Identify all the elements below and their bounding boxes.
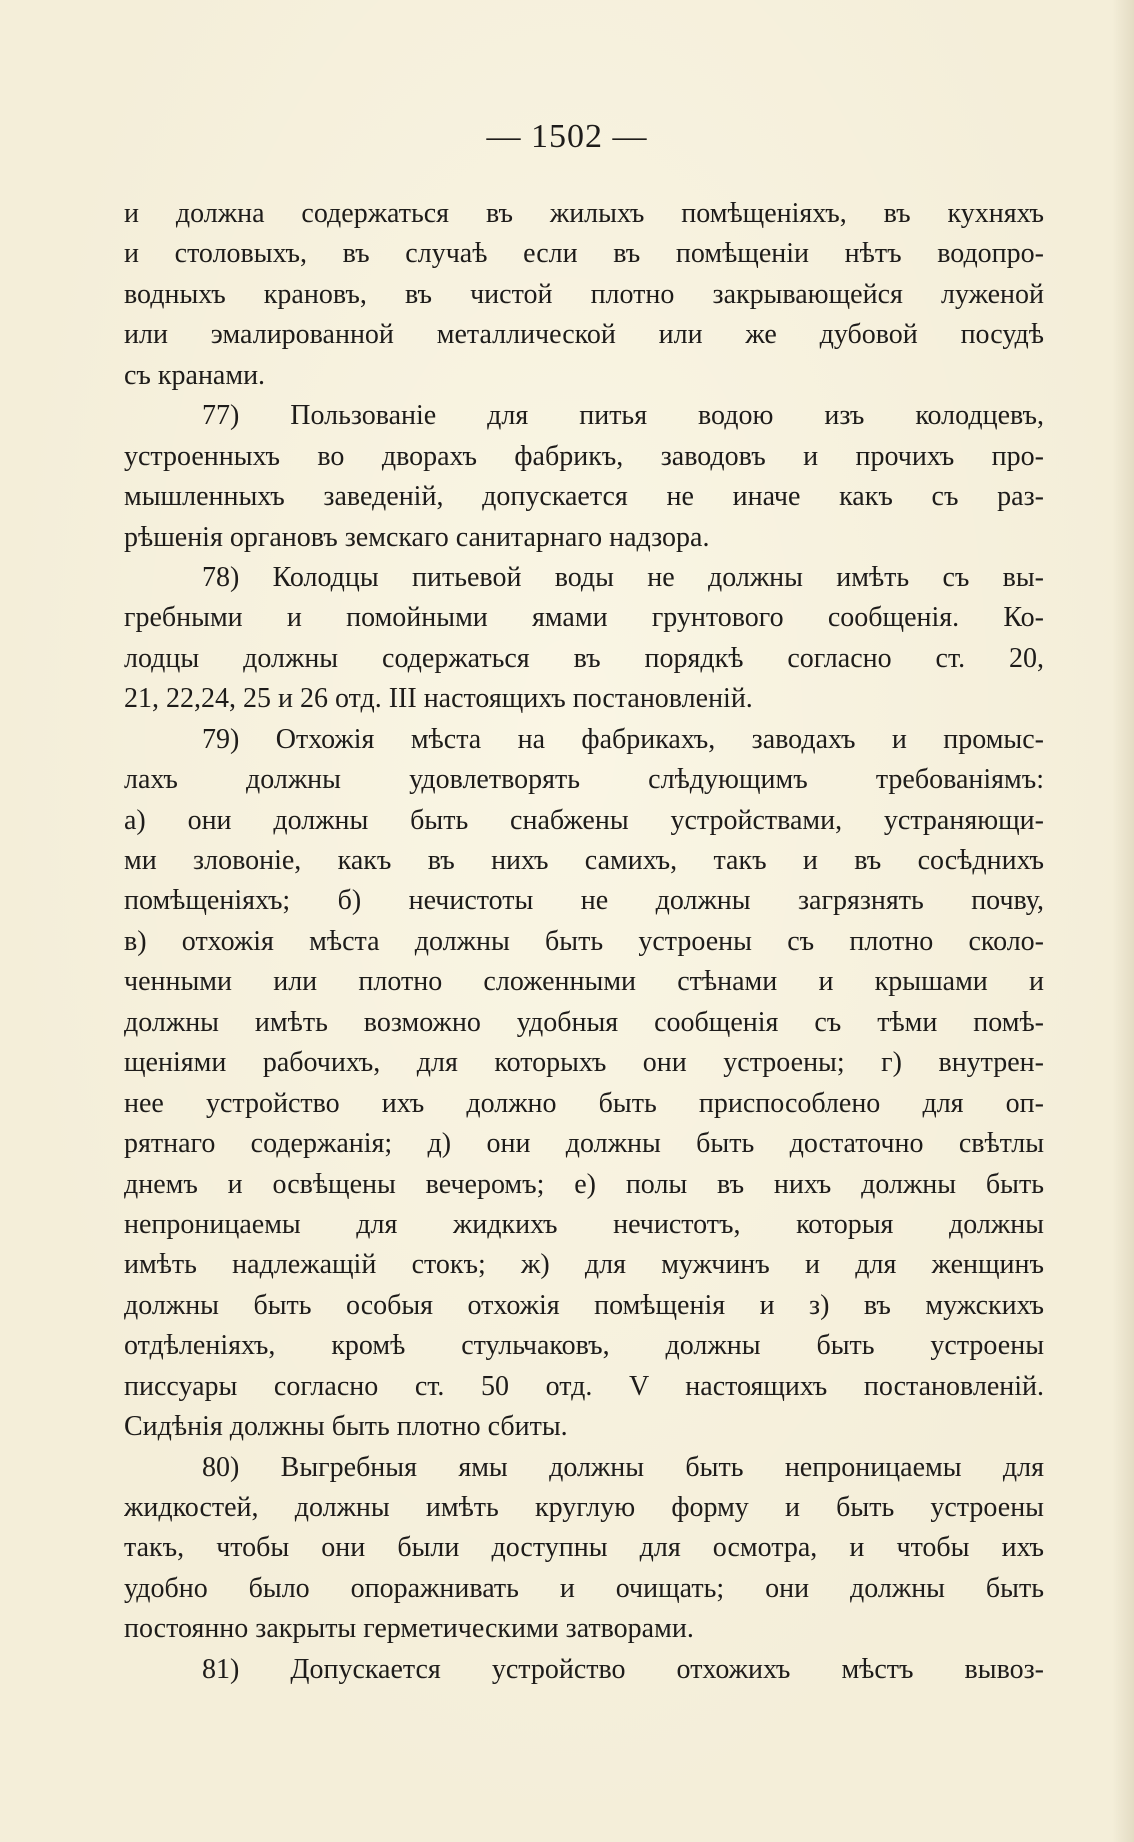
page-edge-shadow bbox=[1112, 0, 1134, 1842]
text-line: 80) Выгребныя ямы должны быть непроницаемы для bbox=[202, 1451, 1044, 1483]
text-line: помѣщеніяхъ; б) нечистоты не должны загрязнять почву, bbox=[124, 885, 1044, 917]
text-line: отдѣленіяхъ, кромѣ стульчаковъ, должны быть устроены bbox=[124, 1330, 1044, 1362]
text-line: водныхъ крановъ, въ чистой плотно закрывающейся луженой bbox=[124, 278, 1044, 310]
text-line: щеніями рабочихъ, для которыхъ они устроены; г) внутрен- bbox=[124, 1047, 1044, 1079]
text-line: и столовыхъ, въ случаѣ если въ помѣщеніи нѣтъ водопро- bbox=[124, 238, 1044, 270]
text-line: рятнаго содержанія; д) они должны быть достаточно свѣтлы bbox=[124, 1128, 1044, 1160]
text-line: удобно было опоражнивать и очищать; они должны быть bbox=[124, 1572, 1044, 1604]
text-line: в) отхожія мѣста должны быть устроены съ плотно сколо- bbox=[124, 925, 1044, 957]
text-line: нее устройство ихъ должно быть приспособлено для оп- bbox=[124, 1087, 1044, 1119]
text-line: рѣшенія органовъ земскаго санитарнаго надзора. bbox=[124, 521, 710, 553]
text-line: днемъ и освѣщены вечеромъ; е) полы въ нихъ должны быть bbox=[124, 1168, 1044, 1200]
text-line: 81) Допускается устройство отхожихъ мѣстъ вывоз- bbox=[202, 1653, 1044, 1685]
text-line: должны имѣть возможно удобныя сообщенія съ тѣми помѣ- bbox=[124, 1006, 1044, 1038]
body-text bbox=[124, 194, 1044, 1690]
text-line: ченными или плотно сложенными стѣнами и крышами и bbox=[124, 966, 1044, 998]
text-line: 78) Колодцы питьевой воды не должны имѣть съ вы- bbox=[202, 561, 1044, 593]
text-line: ми зловоніе, какъ въ нихъ самихъ, такъ и въ сосѣднихъ bbox=[124, 845, 1044, 876]
text-line: 79) Отхожія мѣста на фабрикахъ, заводахъ и промыс- bbox=[202, 723, 1044, 755]
text-line: имѣть надлежащій стокъ; ж) для мужчинъ и для женщинъ bbox=[124, 1249, 1044, 1281]
text-line: постоянно закрыты герметическими затворами. bbox=[124, 1613, 694, 1645]
text-line: лахъ должны удовлетворять слѣдующимъ требованіямъ: bbox=[124, 764, 1044, 796]
text-line: 77) Пользованіе для питья водою изъ колодцевъ, bbox=[202, 400, 1044, 432]
text-line: съ кранами. bbox=[124, 359, 266, 391]
text-line: лодцы должны содержаться въ порядкѣ согласно ст. 20, bbox=[124, 642, 1044, 674]
text-line: писсуары согласно ст. 50 отд. V настоящихъ постановленій. bbox=[124, 1370, 1044, 1402]
text-line: устроенныхъ во дворахъ фабрикъ, заводовъ и прочихъ про- bbox=[124, 440, 1044, 472]
page-number: — 1502 — bbox=[486, 118, 648, 155]
text-line: такъ, чтобы они были доступны для осмотра, и чтобы ихъ bbox=[124, 1532, 1044, 1564]
text-line: 21, 22,24, 25 и 26 отд. III настоящихъ постановленій. bbox=[124, 683, 753, 715]
text-line: или эмалированной металлической или же дубовой посудѣ bbox=[124, 319, 1044, 351]
text-line: жидкостей, должны имѣть круглую форму и быть устроены bbox=[124, 1492, 1044, 1523]
text-line: Сидѣнія должны быть плотно сбиты. bbox=[124, 1411, 568, 1443]
text-line: мышленныхъ заведеній, допускается не иначе какъ съ раз- bbox=[124, 481, 1044, 513]
text-line: и должна содержаться въ жилыхъ помѣщеніяхъ, въ кухняхъ bbox=[124, 198, 1044, 229]
text-line: должны быть особыя отхожія помѣщенія и з) въ мужскихъ bbox=[124, 1289, 1044, 1321]
text-line: а) они должны быть снабжены устройствами, устраняющи- bbox=[124, 804, 1044, 836]
text-line: непроницаемы для жидкихъ нечистотъ, которыя должны bbox=[124, 1208, 1044, 1240]
text-line: гребными и помойными ямами грунтового сообщенія. Ко- bbox=[124, 602, 1044, 634]
